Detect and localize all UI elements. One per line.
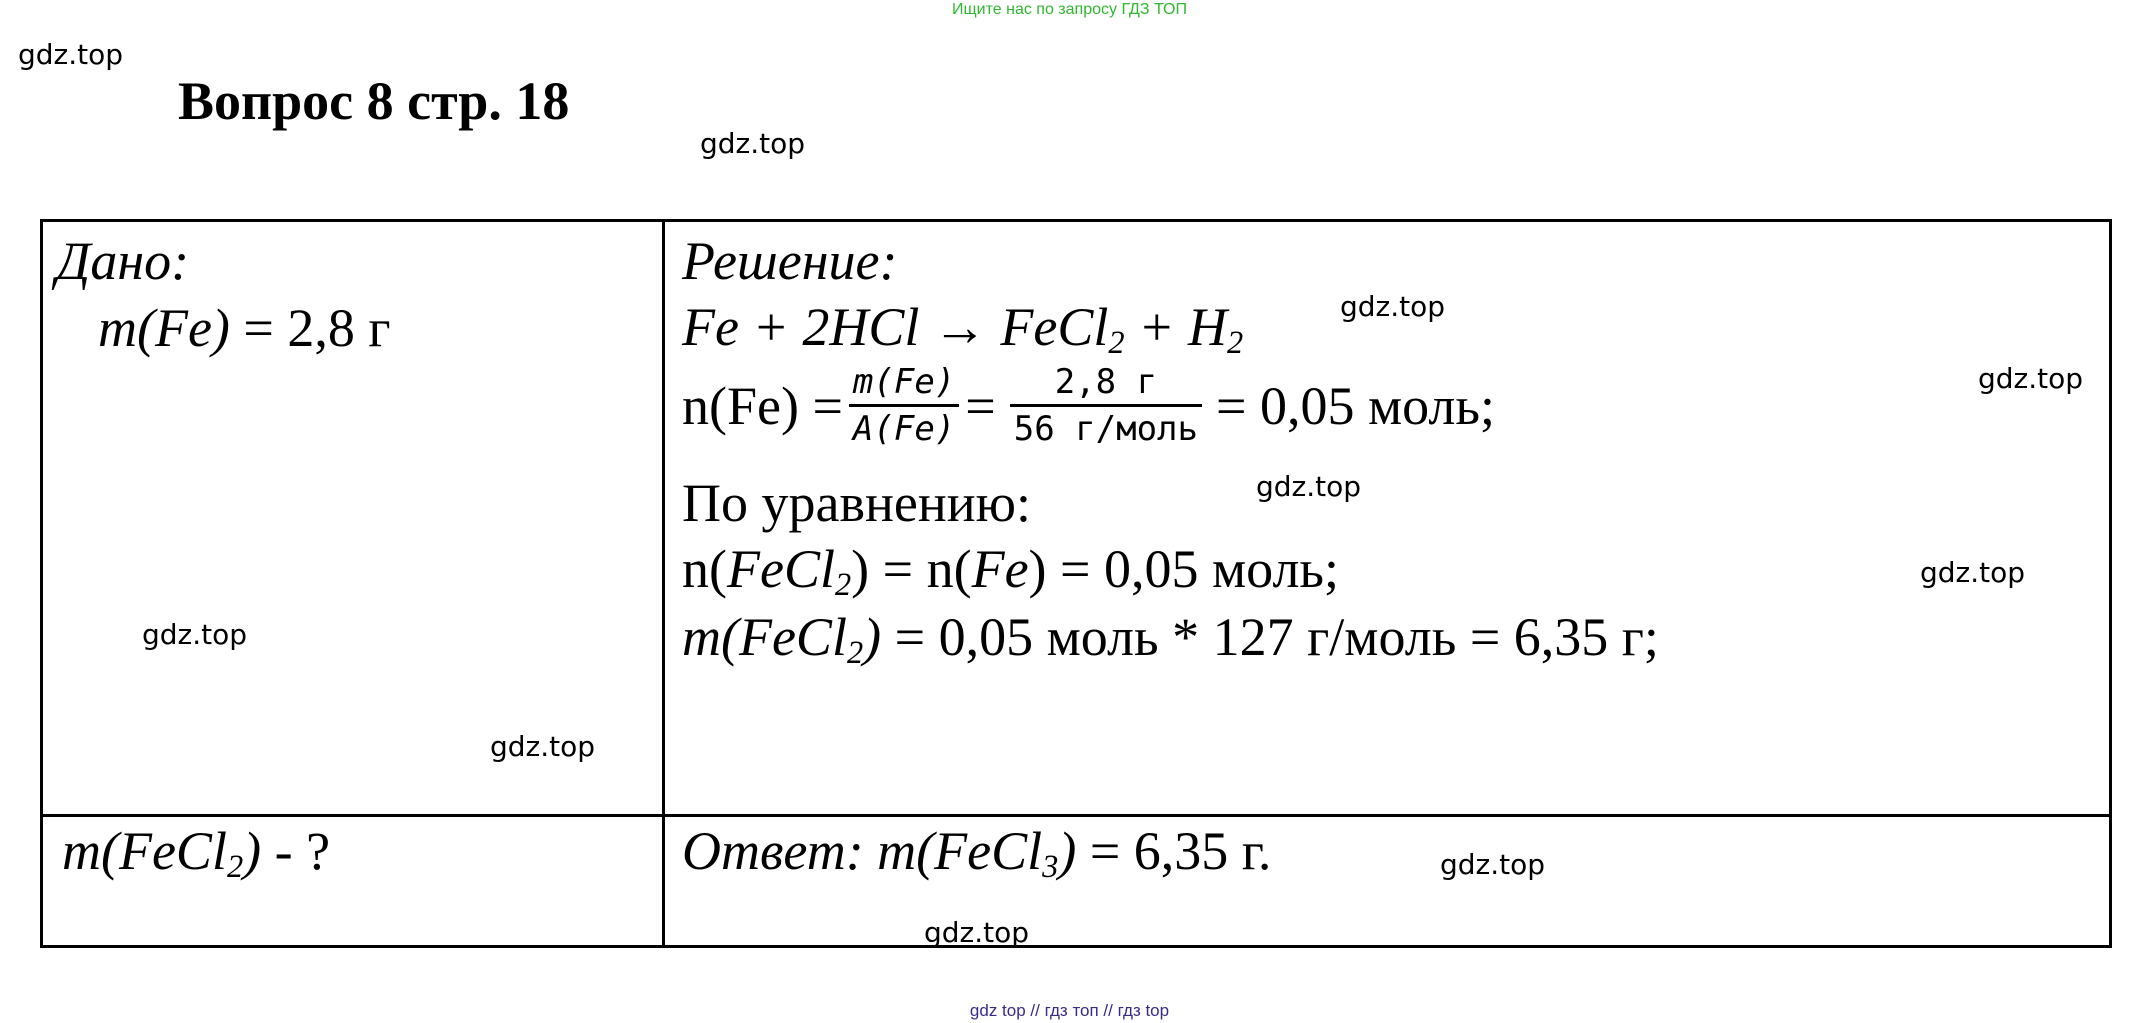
find-mass-tail: - ? [261, 821, 331, 881]
watermark: gdz.top [142, 618, 248, 651]
fraction-1-numerator: m(Fe) [852, 362, 956, 402]
watermark: gdz.top [924, 916, 1030, 949]
l5-sub: 2 [834, 567, 852, 604]
footer-links[interactable]: gdz top // гдз топ // гдз top [969, 1001, 1170, 1020]
l5-a: n( [682, 539, 727, 599]
watermark: gdz.top [700, 127, 806, 160]
given-mass-fe-lhs: m(Fe) [98, 298, 230, 358]
watermark: gdz.top [1256, 470, 1362, 503]
fraction-mass-over-molar [849, 360, 959, 451]
moles-fecl2-line [682, 538, 1339, 604]
given-mass-fe [98, 297, 391, 359]
equals-sign: = [965, 375, 996, 436]
watermark: gdz.top [490, 730, 596, 763]
answer-value: = 6,35 г. [1076, 821, 1272, 881]
moles-fe-result: = 0,05 моль; [1215, 375, 1495, 436]
find-mass-post: ) [243, 821, 262, 881]
l5-e: ) = 0,05 моль; [1028, 539, 1340, 599]
fraction-2-numerator: 2,8 г [1054, 362, 1158, 402]
l6-b: ) [863, 607, 882, 667]
l5-b: FeCl [726, 539, 835, 599]
answer-label: Ответ: [682, 821, 878, 881]
fraction-1-denominator: A(Fe) [852, 409, 956, 449]
answer-m-sub: 3 [1042, 849, 1059, 886]
answer-line [682, 820, 1271, 886]
watermark: gdz.top [1920, 556, 2026, 589]
solution-label: Решение: [682, 231, 898, 291]
reaction-equation [682, 296, 1243, 362]
moles-fe-line [682, 360, 1495, 451]
answer-m-pre: m(FeCl [877, 821, 1043, 881]
reaction-part-a: Fe + 2HCl → FeCl [682, 297, 1109, 357]
fraction-2-denominator: 56 г/моль [1013, 409, 1198, 449]
moles-fe-lhs: n(Fe) = [682, 375, 843, 436]
table-divider-vertical [662, 222, 665, 945]
find-mass-pre: m(FeCl [62, 821, 227, 881]
given-mass-fe-rhs: = 2,8 г [229, 298, 391, 358]
watermark: gdz.top [1340, 290, 1446, 323]
by-equation-label: По уравнению: [682, 473, 1031, 533]
page-title: Вопрос 8 стр. 18 [178, 71, 570, 131]
reaction-sub-1: 2 [1108, 325, 1125, 362]
reaction-sub-2: 2 [1227, 325, 1244, 362]
l6-a: m(FeCl [682, 607, 847, 667]
table-divider-horizontal [43, 814, 2109, 817]
given-label: Дано: [56, 231, 190, 291]
reaction-part-b: + H [1124, 297, 1228, 357]
l5-c: ) = n( [851, 539, 972, 599]
watermark: gdz.top [1440, 848, 1546, 881]
watermark: gdz.top [1978, 362, 2084, 395]
mass-fecl2-line [682, 606, 1659, 672]
find-mass-sub: 2 [226, 849, 244, 886]
answer-m-post: ) [1058, 821, 1077, 881]
search-hint: Ищите нас по запросу ГДЗ ТОП [952, 1, 1187, 18]
fraction-values [1010, 360, 1202, 451]
watermark: gdz.top [18, 38, 124, 71]
find-quantity [62, 820, 330, 886]
l5-d: Fe [971, 539, 1029, 599]
l6-c: = 0,05 моль * 127 г/моль = 6,35 г; [881, 607, 1659, 667]
l6-sub: 2 [846, 635, 864, 672]
